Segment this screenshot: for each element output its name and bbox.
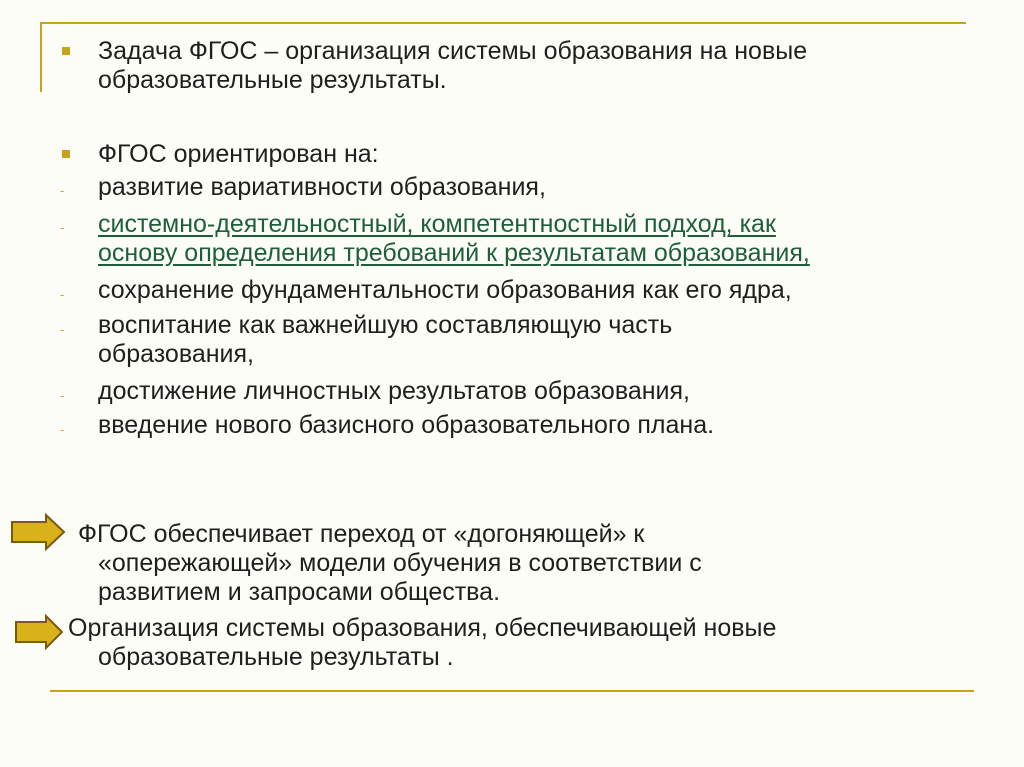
- orient-item-4-line-1: воспитание как важнейшую составляющую часть: [98, 311, 673, 339]
- arrow-point-2-line-2: образовательные результаты .: [98, 643, 454, 671]
- orient-heading: ФГОС ориентирован на:: [98, 140, 379, 168]
- right-arrow-icon: [10, 513, 66, 551]
- arrow-point-1-line-3: развитием и запросами общества.: [98, 578, 501, 606]
- orient-item-2-line-2[interactable]: основу определения требований к результатам образования,: [98, 239, 810, 267]
- bottom-rule: [50, 690, 974, 692]
- task-line-1: Задача ФГОС – организация системы образования на новые: [98, 37, 808, 65]
- task-line-2: образовательные результаты.: [98, 66, 447, 94]
- right-arrow-icon: [14, 614, 64, 650]
- orient-item-3: сохранение фундаментальности образования как его ядра,: [98, 276, 792, 304]
- top-rule: [40, 22, 966, 24]
- arrow-point-1-line-1: ФГОС обеспечивает переход от «догоняющей» к: [78, 520, 645, 548]
- orient-item-2-line-1[interactable]: системно-деятельностный, компетентностный подход, как: [98, 210, 776, 238]
- dash-bullet-icon: -: [60, 322, 65, 337]
- arrow-point-2-line-1: Организация системы образования, обеспечивающей новые: [68, 614, 777, 642]
- left-rule: [40, 22, 42, 92]
- orient-item-6: введение нового базисного образовательного плана.: [98, 411, 715, 439]
- dash-bullet-icon: -: [60, 183, 65, 198]
- square-bullet-icon: [62, 47, 70, 55]
- dash-bullet-icon: -: [60, 422, 65, 437]
- orient-item-4-line-2: образования,: [98, 340, 254, 368]
- orient-item-1: развитие вариативности образования,: [98, 173, 546, 201]
- dash-bullet-icon: -: [60, 287, 65, 302]
- arrow-point-1-line-2: «опережающей» модели обучения в соответствии с: [98, 549, 702, 577]
- dash-bullet-icon: -: [60, 220, 65, 235]
- square-bullet-icon: [62, 150, 70, 158]
- orient-item-5: достижение личностных результатов образования,: [98, 377, 690, 405]
- dash-bullet-icon: -: [60, 388, 65, 403]
